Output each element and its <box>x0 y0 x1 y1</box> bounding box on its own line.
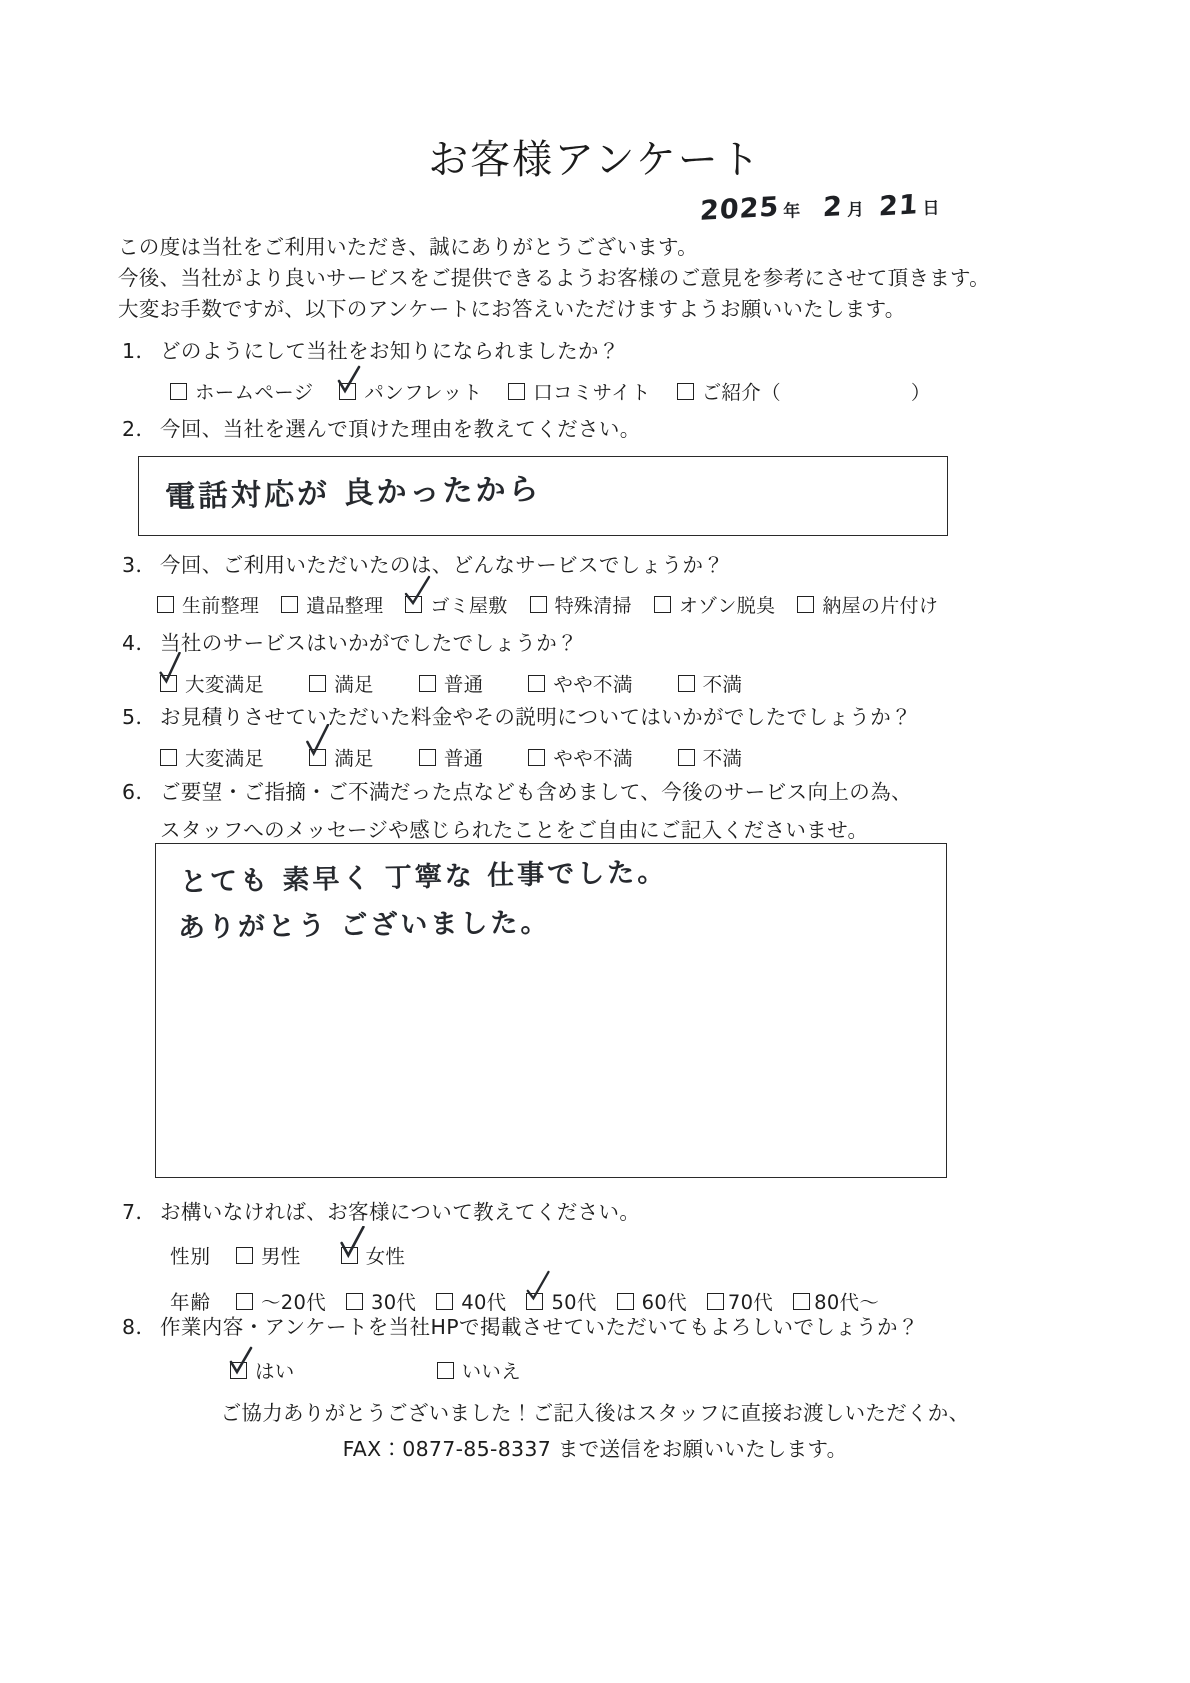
checkbox-box <box>528 675 545 692</box>
checkbox-label: 女性 <box>365 1245 406 1268</box>
checkbox-label: ご紹介（ <box>701 381 781 404</box>
question-4-options <box>160 669 742 697</box>
footer-line-1: ご協力ありがとうございました！ご記入後はスタッフに直接お渡しいただくか、 <box>220 1401 970 1425</box>
question-7-heading <box>122 1195 879 1225</box>
handwritten-date <box>700 189 941 225</box>
question-2-heading <box>122 412 641 442</box>
checkbox-box <box>419 675 436 692</box>
checkbox-option-gender-male[interactable] <box>236 1241 301 1269</box>
checkbox-box <box>530 596 547 613</box>
question-5-text: お見積りさせていただいた料金やその説明についてはいかがでしたでしょうか？ <box>160 705 912 729</box>
checkbox-option-q4-dissatisfied[interactable] <box>678 669 743 697</box>
question-7-text: お構いなければ、お客様について教えてください。 <box>160 1200 641 1224</box>
checkbox-option-q4-normal[interactable] <box>419 669 484 697</box>
question-2 <box>122 412 641 442</box>
checkbox-label: 男性 <box>261 1245 301 1268</box>
checkbox-box <box>281 596 298 613</box>
checkbox-option-q4-slightly-dissatisfied[interactable] <box>528 669 632 697</box>
checkmark-icon <box>338 1226 368 1260</box>
checkbox-box <box>230 1362 247 1379</box>
checkbox-box <box>793 1293 810 1310</box>
question-1 <box>122 334 930 405</box>
checkbox-option-ozone-dasshu[interactable] <box>654 591 776 618</box>
checkbox-box <box>508 383 525 400</box>
checkmark-icon <box>227 1345 257 1379</box>
question-1-heading <box>122 334 930 364</box>
checkbox-option-q5-very-satisfied[interactable] <box>160 743 264 771</box>
checkbox-label: 50代 <box>551 1291 597 1314</box>
gender-row <box>170 1241 879 1269</box>
checkbox-label: 大変満足 <box>185 673 265 696</box>
checkbox-option-q5-dissatisfied[interactable] <box>678 743 743 771</box>
question-6 <box>122 775 912 843</box>
question-7 <box>122 1195 879 1315</box>
intro-line-3: 大変お手数ですが、以下のアンケートにお答えいただけますようお願いいたします。 <box>118 297 906 321</box>
question-4-number: 4． <box>122 631 157 655</box>
checkbox-label: 30代 <box>371 1291 417 1314</box>
question-6-text-2: スタッフへのメッセージや感じられたことをご自由にご記入くださいませ。 <box>160 818 869 842</box>
intro-paragraph <box>118 232 1078 325</box>
question-3-number: 3． <box>122 553 157 577</box>
checkbox-option-publish-no[interactable] <box>437 1356 521 1384</box>
question-6-heading <box>122 775 912 805</box>
checkbox-box <box>436 1293 453 1310</box>
checkbox-box <box>339 383 356 400</box>
checkbox-box <box>797 596 814 613</box>
checkbox-box <box>677 383 694 400</box>
checkbox-label: 遺品整理 <box>306 595 384 617</box>
checkbox-option-q4-satisfied[interactable] <box>309 669 374 697</box>
question-8 <box>122 1310 919 1384</box>
question-8-options <box>230 1356 919 1384</box>
footer-note <box>0 1395 1190 1467</box>
age-label: 年齢 <box>170 1291 212 1314</box>
checkbox-label: 納屋の片付け <box>822 595 939 617</box>
question-8-number: 8． <box>122 1315 157 1339</box>
checkbox-box <box>437 1362 454 1379</box>
question-2-text: 今回、当社を選んで頂けた理由を教えてください。 <box>160 417 641 441</box>
checkmark-icon <box>403 575 433 609</box>
checkbox-label: 70代 <box>727 1291 774 1314</box>
date-day-unit: 日 <box>922 198 941 219</box>
gender-label: 性別 <box>170 1245 212 1268</box>
question-5-heading <box>122 700 912 730</box>
question-6-answer-line-2: ありがとう ございました。 <box>177 907 551 944</box>
date-day-value: 21 <box>878 189 920 223</box>
checkbox-box <box>528 749 545 766</box>
checkbox-box <box>157 596 174 613</box>
checkbox-label: いいえ <box>461 1360 522 1383</box>
checkbox-box <box>341 1247 358 1264</box>
checkbox-label: ホームページ <box>195 381 314 404</box>
question-6-number: 6． <box>122 780 157 804</box>
checkbox-label: 普通 <box>443 673 484 696</box>
question-5-number: 5． <box>122 705 157 729</box>
question-3-options <box>157 591 938 618</box>
question-4-heading <box>122 626 742 656</box>
date-year-value: 2025 <box>699 191 781 227</box>
intro-line-2: 今後、当社がより良いサービスをご提供できるようお客様のご意見を参考にさせて頂きます。 <box>118 266 990 290</box>
checkbox-option-q4-very-satisfied[interactable] <box>160 669 264 697</box>
checkbox-option-review-site[interactable] <box>508 377 650 405</box>
checkbox-box <box>707 1293 724 1310</box>
checkbox-label: ゴミ屋敷 <box>430 595 508 617</box>
checkbox-option-pamphlet[interactable] <box>339 377 482 405</box>
checkbox-label: オゾン脱臭 <box>678 595 776 617</box>
checkbox-label: 40代 <box>461 1291 507 1314</box>
checkbox-box <box>678 675 695 692</box>
checkbox-option-referral[interactable] <box>677 377 781 405</box>
checkmark-icon <box>335 364 365 398</box>
checkbox-box <box>160 675 177 692</box>
checkbox-label: 生前整理 <box>182 595 260 617</box>
date-month-value: 2 <box>822 191 844 224</box>
question-3-heading <box>122 548 938 578</box>
question-6-answer-line-1: とても 素早く 丁寧な 仕事でした。 <box>179 856 668 899</box>
checkbox-option-gender-female[interactable] <box>341 1241 406 1269</box>
checkbox-label: 満足 <box>334 673 374 696</box>
checkbox-label: 80代～ <box>814 1291 880 1314</box>
page-title: お客様アンケート <box>428 137 762 183</box>
question-7-number: 7． <box>122 1200 157 1224</box>
checkbox-box <box>236 1247 253 1264</box>
checkbox-label: ～20代 <box>261 1291 327 1314</box>
checkbox-box <box>617 1293 634 1310</box>
checkbox-box <box>678 749 695 766</box>
checkbox-label: 普通 <box>443 747 484 770</box>
checkbox-option-homepage[interactable] <box>170 377 313 405</box>
question-1-number: 1． <box>122 339 157 363</box>
checkbox-label: はい <box>255 1360 295 1383</box>
question-1-options <box>170 377 930 405</box>
question-8-heading <box>122 1310 919 1340</box>
date-year-unit: 年 <box>783 201 802 222</box>
checkbox-label: 特殊清掃 <box>554 595 632 617</box>
checkbox-box <box>654 596 671 613</box>
checkbox-option-tokushu-seisou[interactable] <box>530 591 632 618</box>
question-5 <box>122 700 912 771</box>
checkbox-box <box>170 383 187 400</box>
checkbox-box <box>309 749 326 766</box>
checkbox-label: 満足 <box>334 747 374 770</box>
question-3 <box>122 548 938 618</box>
question-1-text: どのようにして当社をお知りになられましたか？ <box>160 339 620 363</box>
checkbox-box <box>160 749 177 766</box>
question-3-text: 今回、ご利用いただいたのは、どんなサービスでしょうか？ <box>160 553 725 577</box>
question-6-text: ご要望・ご指摘・ご不満だった点なども含めまして、今後のサービス向上の為、 <box>160 780 912 804</box>
checkbox-box <box>309 675 326 692</box>
checkbox-label: パンフレット <box>364 381 483 404</box>
intro-line-1: この度は当社をご利用いただき、誠にありがとうございます。 <box>118 235 698 259</box>
question-2-number: 2． <box>122 417 157 441</box>
checkbox-option-seizen-seiri[interactable] <box>157 591 259 618</box>
checkbox-label: 大変満足 <box>185 747 265 770</box>
checkbox-option-q5-normal[interactable] <box>419 743 484 771</box>
checkbox-option-q5-slightly-dissatisfied[interactable] <box>528 743 632 771</box>
referral-paren-close: ） <box>910 381 931 404</box>
question-4-text: 当社のサービスはいかがでしたでしょうか？ <box>160 631 578 655</box>
checkmark-icon <box>157 652 187 686</box>
checkbox-box <box>419 749 436 766</box>
checkbox-label: やや不満 <box>553 673 633 696</box>
checkbox-label: 不満 <box>702 747 743 770</box>
checkbox-label: 不満 <box>702 673 743 696</box>
checkbox-box <box>346 1293 363 1310</box>
checkbox-label: やや不満 <box>553 747 633 770</box>
question-8-text: 作業内容・アンケートを当社HPで掲載させていただいてもよろしいでしょうか？ <box>160 1315 919 1339</box>
checkbox-box <box>405 596 422 613</box>
checkbox-label: 60代 <box>641 1291 687 1314</box>
checkbox-box <box>526 1293 543 1310</box>
question-2-answer-text: 電話対応が 良かったから <box>164 472 542 515</box>
footer-line-2: FAX：0877-85-8337 まで送信をお願いいたします。 <box>342 1437 848 1461</box>
checkbox-option-publish-yes[interactable] <box>230 1356 295 1384</box>
checkbox-option-ihin-seiri[interactable] <box>281 591 383 618</box>
checkbox-option-q5-satisfied[interactable] <box>309 743 374 771</box>
checkbox-label: 口コミサイト <box>533 381 651 404</box>
checkbox-box <box>236 1293 253 1310</box>
date-month-unit: 月 <box>846 200 866 221</box>
question-5-options <box>160 743 912 771</box>
checkbox-option-naya-katazuke[interactable] <box>797 591 938 618</box>
checkbox-option-gomi-yashiki[interactable] <box>405 591 507 618</box>
question-4 <box>122 626 742 697</box>
